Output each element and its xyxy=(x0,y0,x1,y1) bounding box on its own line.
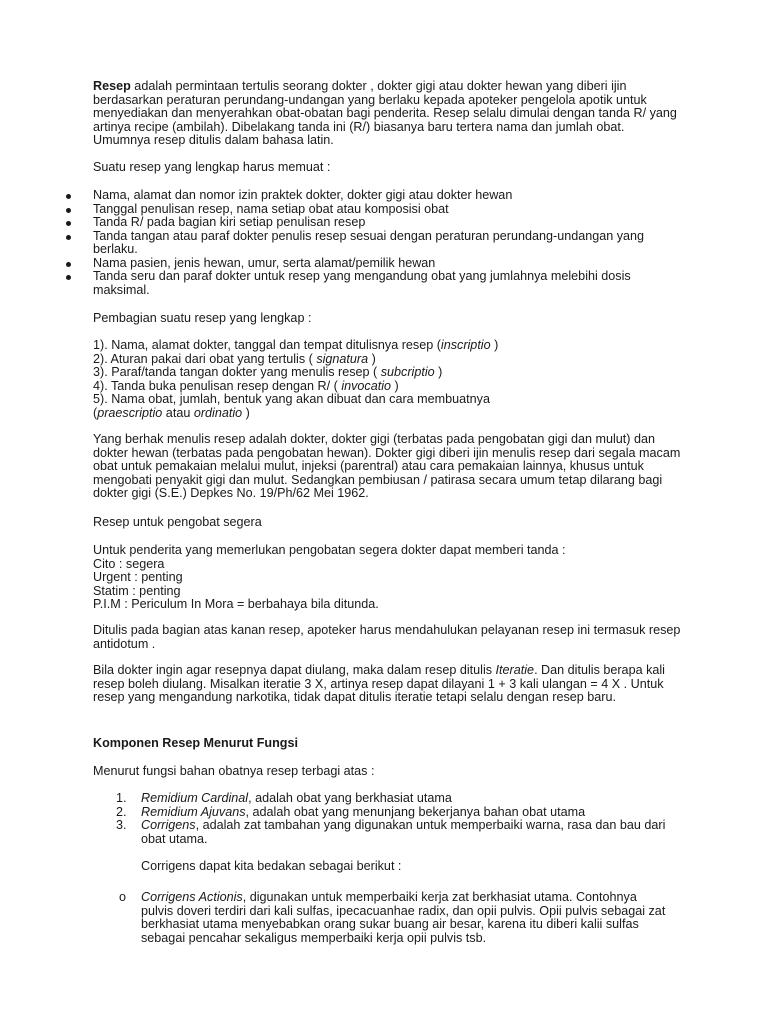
list-item: Tanda seru dan paraf dokter untuk resep yang mengandung obat yang jumlahnya melebihi dosis maksimal. xyxy=(0,270,683,297)
segera-heading: Resep untuk pengobat segera xyxy=(93,515,262,529)
corrigens-item: o Corrigens Actionis, digunakan untuk memperbaiki kerja zat berkhasiat utama. Contohnya pulvis doveri terdiri dari kali sulfas, ipecacuanhae radix, dan opii pulvis. Opii pulvis sebagai zat berkhasiat utama menyebabkan orang sukar buang air besar, karena itu diberi kalii sulfas sebagai pencahar sekaligus memperbaiki kerja opii pulvis tsb. xyxy=(119,890,666,945)
ditulis-paragraph: Ditulis pada bagian atas kanan resep, apoteker harus mendahulukan pelayanan resep ini termasuk resep antidotum . xyxy=(93,623,681,651)
lengkap-list xyxy=(0,189,768,297)
berhak-paragraph: Yang berhak menulis resep adalah dokter, dokter gigi (terbatas pada pengobatan gigi dan mulut) dan dokter hewan (terbatas pada pengobatan hewan). Dokter gigi diberi ijin menulis resep dari segala macam obat untuk pemakaian melalui mulut, injeksi (parentral) atau cara pemakaian lainnya, khusus untuk mengobati penyakit gigi dan mulut. Sedangkan pembiusan / patirasa secara umum tetap dilarang bagi dokter gigi (S.E.) Depkes No. 19/Ph/62 Mei 1962. xyxy=(93,432,681,500)
fungsi-intro: Menurut fungsi bahan obatnya resep terbagi atas : xyxy=(93,764,375,778)
pembagian-line: 3). Paraf/tanda tangan dokter yang menulis resep ( subcriptio ) xyxy=(93,365,443,379)
list-item: 2. Remidium Ajuvans, adalah obat yang menunjang bekerjanya bahan obat utama xyxy=(116,804,586,819)
segera-statim: Statim : penting xyxy=(93,583,181,598)
intro-paragraph: Resep adalah permintaan tertulis seorang dokter , dokter gigi atau dokter hewan yang diberi ijin berdasarkan peraturan perundang-undangan yang berlaku kepada apoteker pengelola apotik untuk menyediakan dan menyerahkan obat-obatan bagi penderita. Resep selalu dimulai dengan tanda R/ yang artinya recipe (ambilah). Dibelakang tanda ini (R/) biasanya baru tertera nama dan jumlah obat. Umumnya resep ditulis dalam bahasa latin. xyxy=(93,79,677,147)
pembagian-line: (praescriptio atau ordinatio ) xyxy=(93,405,250,420)
segera-pim: P.I.M : Periculum In Mora = berbahaya bila ditunda. xyxy=(93,597,379,611)
lengkap-heading: Suatu resep yang lengkap harus memuat : xyxy=(93,160,331,174)
segera-block xyxy=(93,544,683,612)
bullet-icon xyxy=(66,208,71,213)
pembagian-line: 4). Tanda buka penulisan resep dengan R/ ( invocatio ) xyxy=(93,378,399,393)
iteratie-paragraph: Bila dokter ingin agar resepnya dapat diulang, maka dalam resep ditulis Iteratie. Dan ditulis berapa kali resep boleh diulang. Misalkan iteratie 3 X, artinya resep dapat dilayani 1 + 3 kali ulangan = 4 X . Untuk resep yang mengandung narkotika, tidak dapat ditulis iteratie tetapi selalu dengan resep baru. xyxy=(93,663,665,704)
bullet-icon xyxy=(66,235,71,240)
list-item: 3. Corrigens, adalah zat tambahan yang digunakan untuk memperbaiki warna, rasa dan bau dari obat utama. xyxy=(116,818,666,846)
fungsi-list xyxy=(0,792,768,846)
list-item: Nama pasien, jenis hewan, umur, serta alamat/pemilik hewan xyxy=(0,257,683,271)
circle-bullet: o xyxy=(119,890,127,904)
list-item: Tanda R/ pada bagian kiri setiap penulisan resep xyxy=(0,216,683,230)
segera-intro: Untuk penderita yang memerlukan pengobatan segera dokter dapat memberi tanda : xyxy=(93,543,566,557)
term-resep: Resep xyxy=(93,79,131,93)
pembagian-heading: Pembagian suatu resep yang lengkap : xyxy=(93,311,312,325)
list-item: 1. Remidium Cardinal, adalah obat yang berkhasiat utama xyxy=(116,791,452,805)
pembagian-line: 5). Nama obat, jumlah, bentuk yang akan dibuat dan cara membuatnya xyxy=(93,392,490,406)
segera-urgent: Urgent : penting xyxy=(93,570,183,584)
list-item: Tanda tangan atau paraf dokter penulis resep sesuai dengan peraturan perundang-undangan yang berlaku. xyxy=(0,230,683,257)
komponen-heading: Komponen Resep Menurut Fungsi xyxy=(93,736,298,750)
pembagian-line: 1). Nama, alamat dokter, tanggal dan tempat ditulisnya resep (inscriptio ) xyxy=(93,338,499,352)
list-item: Tanggal penulisan resep, nama setiap obat atau komposisi obat xyxy=(0,203,683,217)
bullet-icon xyxy=(66,262,71,267)
corrigens-intro: Corrigens dapat kita bedakan sebagai berikut : xyxy=(141,859,402,873)
list-item: Nama, alamat dan nomor izin praktek dokter, dokter gigi atau dokter hewan xyxy=(0,189,683,203)
bullet-icon xyxy=(66,221,71,226)
pembagian-list xyxy=(93,339,683,420)
bullet-icon xyxy=(66,194,71,199)
pembagian-line: 2). Aturan pakai dari obat yang tertulis ( signatura ) xyxy=(93,351,376,366)
segera-cito: Cito : segera xyxy=(93,556,165,571)
bullet-icon xyxy=(66,275,71,280)
